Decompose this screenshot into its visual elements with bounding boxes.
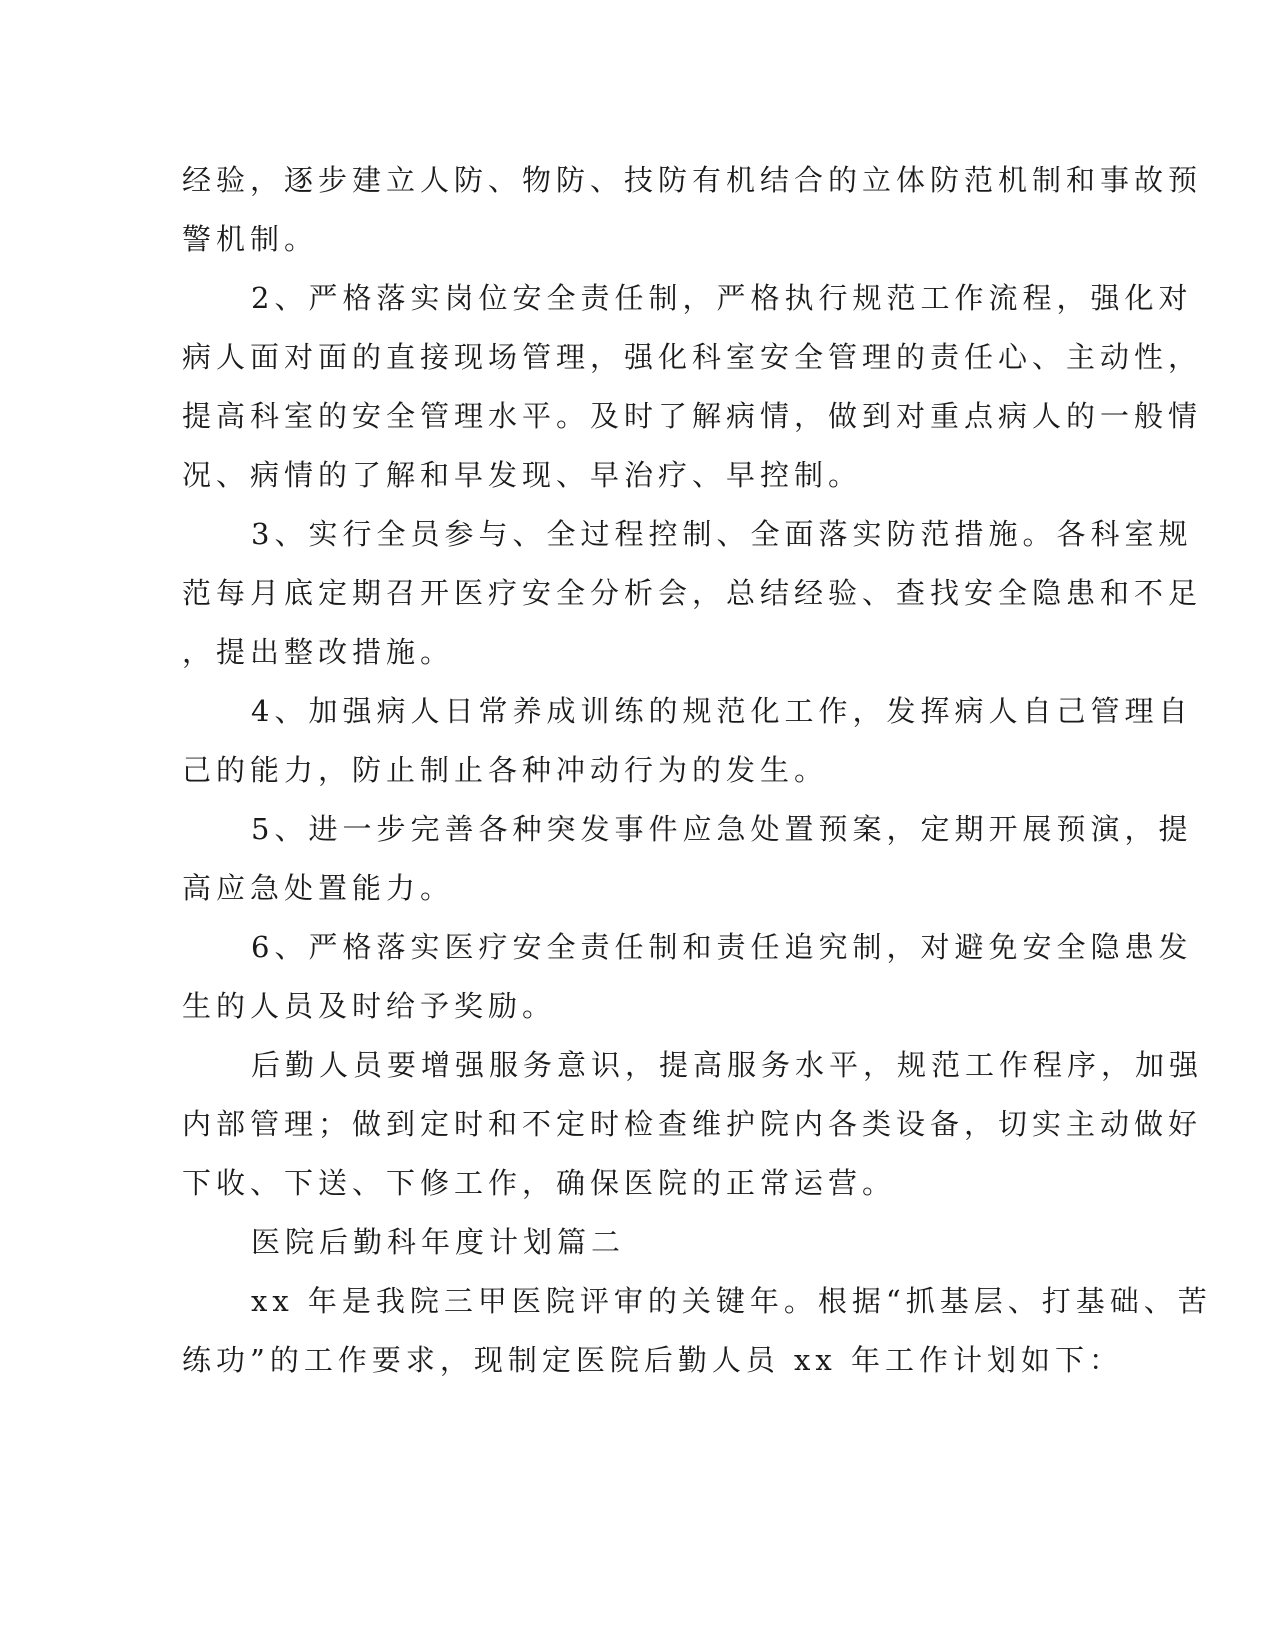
paragraph-line: 高应急处置能力。 bbox=[182, 871, 455, 905]
paragraph-line: 提高科室的安全管理水平。及时了解病情，做到对重点病人的一般情 bbox=[182, 399, 1203, 433]
paragraph-line: 况、病情的了解和早发现、早治疗、早控制。 bbox=[182, 458, 863, 492]
section-heading: 医院后勤科年度计划篇二 bbox=[251, 1225, 626, 1259]
paragraph-line: ，提出整改措施。 bbox=[182, 635, 455, 669]
paragraph-line: 2、严格落实岗位安全责任制，严格执行规范工作流程，强化对 bbox=[251, 281, 1193, 315]
paragraph-line: 内部管理；做到定时和不定时检查维护院内各类设备，切实主动做好 bbox=[182, 1107, 1203, 1141]
paragraph-line: 5、进一步完善各种突发事件应急处置预案，定期开展预演，提 bbox=[251, 812, 1193, 846]
paragraph-line: 3、实行全员参与、全过程控制、全面落实防范措施。各科室规 bbox=[251, 517, 1193, 551]
paragraph-line: 4、加强病人日常养成训练的规范化工作，发挥病人自己管理自 bbox=[251, 694, 1193, 728]
paragraph-line: 经验，逐步建立人防、物防、技防有机结合的立体防范机制和事故预 bbox=[182, 163, 1203, 197]
paragraph-line: 己的能力，防止制止各种冲动行为的发生。 bbox=[182, 753, 829, 787]
paragraph-line: 生的人员及时给予奖励。 bbox=[182, 989, 557, 1023]
paragraph-line: 后勤人员要增强服务意识，提高服务水平，规范工作程序，加强 bbox=[251, 1048, 1204, 1082]
paragraph-line: 6、严格落实医疗安全责任制和责任追究制，对避免安全隐患发 bbox=[251, 930, 1193, 964]
paragraph-line: 练功”的工作要求，现制定医院后勤人员 xx 年工作计划如下： bbox=[182, 1343, 1123, 1377]
paragraph-line: 警机制。 bbox=[182, 222, 319, 256]
paragraph-line: 范每月底定期召开医疗安全分析会，总结经验、查找安全隐患和不足 bbox=[182, 576, 1203, 610]
paragraph-line: 病人面对面的直接现场管理，强化科室安全管理的责任心、主动性， bbox=[182, 340, 1203, 374]
paragraph-line: xx 年是我院三甲医院评审的关键年。根据“抓基层、打基础、苦 bbox=[251, 1284, 1212, 1318]
paragraph-line: 下收、下送、下修工作，确保医院的正常运营。 bbox=[182, 1166, 897, 1200]
